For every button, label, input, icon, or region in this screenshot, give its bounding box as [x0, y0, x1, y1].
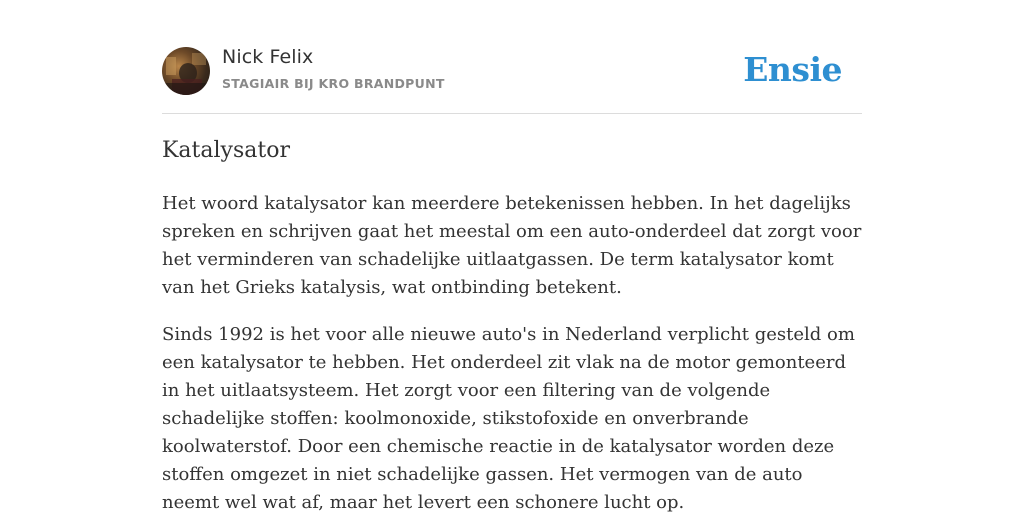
author-name[interactable]: Nick Felix	[222, 46, 314, 68]
author-role: STAGIAIR BIJ KRO BRANDPUNT	[222, 76, 445, 91]
article-title: Katalysator	[162, 138, 290, 163]
ensie-logo[interactable]: Ensie	[743, 50, 842, 89]
avatar[interactable]	[162, 47, 210, 95]
header-divider	[162, 113, 862, 114]
author-header	[162, 46, 862, 96]
avatar-photo-icon	[162, 47, 210, 95]
article-paragraph: Het woord katalysator kan meerdere betekenissen hebben. In het dagelijks spreken en schrijven gaat het meestal om een auto-onderdeel dat zorgt voor het verminderen van schadelijke uitlaatgassen. De term katalysator komt van het Grieks katalysis, wat ontbinding betekent.	[162, 193, 862, 298]
article-body	[162, 190, 862, 512]
article-paragraph: Sinds 1992 is het voor alle nieuwe auto's in Nederland verplicht gesteld om een katalysator te hebben. Het onderdeel zit vlak na de motor gemonteerd in het uitlaatsysteem. Het zorgt voor een filtering van de volgende schadelijke stoffen: koolmonoxide, stikstofoxide en onverbrande koolwaterstof. Door een chemische reactie in de katalysator worden deze stoffen omgezet in niet schadelijke gassen. Het vermogen van de auto neemt wel wat af, maar het levert een schonere lucht op.	[162, 324, 855, 512]
